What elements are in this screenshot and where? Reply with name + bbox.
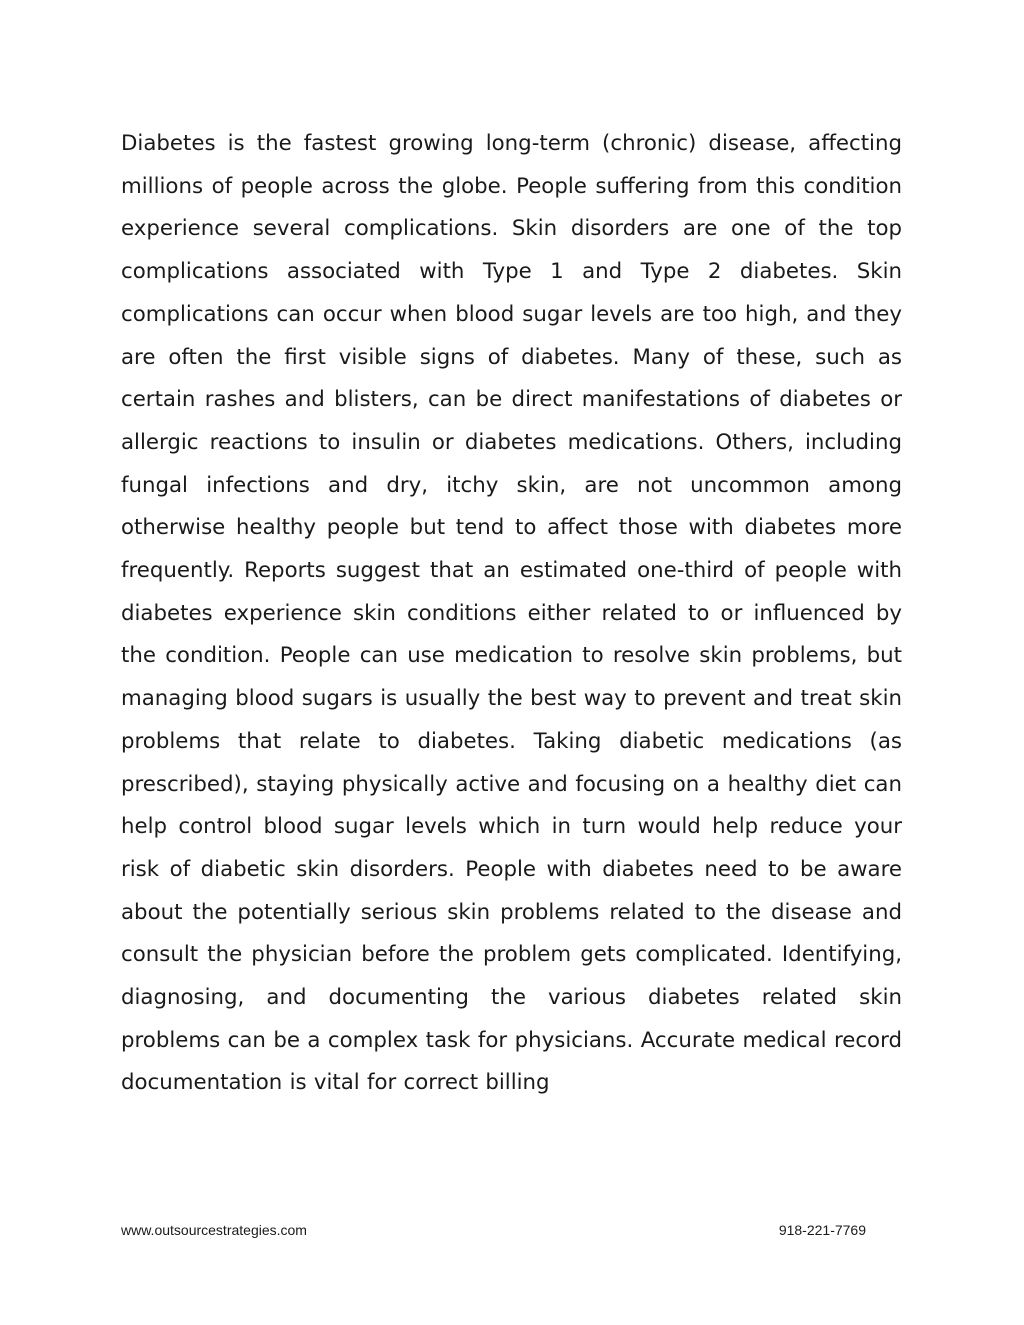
footer-phone: 918-221-7769: [778, 1222, 866, 1238]
page-footer: [121, 1222, 866, 1242]
footer-website: www.outsourcestrategies.com: [121, 1222, 307, 1238]
body-paragraph: Diabetes is the fastest growing long-term (chronic) disease, affecting millions of people across the globe. People suffering from this condition experience several complications. Skin disorders are one of the top complications associated with Type 1 and Type 2 diabetes. Skin complications can occur when blood sugar levels are too high, and they are often the first visible signs of diabetes. Many of these, such as certain rashes and blisters, can be direct manifestations of diabetes or allergic reactions to insulin or diabetes medications. Others, including fungal infections and dry, itchy skin, are not uncommon among otherwise healthy people but tend to affect those with diabetes more frequently. Reports suggest that an estimated one-third of people with diabetes experience skin conditions either related to or influenced by the condition. People can use medication to resolve skin problems, but managing blood sugars is usually the best way to prevent and treat skin problems that relate to diabetes. Taking diabetic medications (as prescribed), staying physically active and focusing on a healthy diet can help control blood sugar levels which in turn would help reduce your risk of diabetic skin disorders. People with diabetes need to be aware about the potentially serious skin problems related to the disease and consult the physician before the problem gets complicated. Identifying, diagnosing, and documenting the various diabetes related skin problems can be a complex task for physicians. Accurate medical record documentation is vital for correct billing: [121, 131, 902, 1096]
